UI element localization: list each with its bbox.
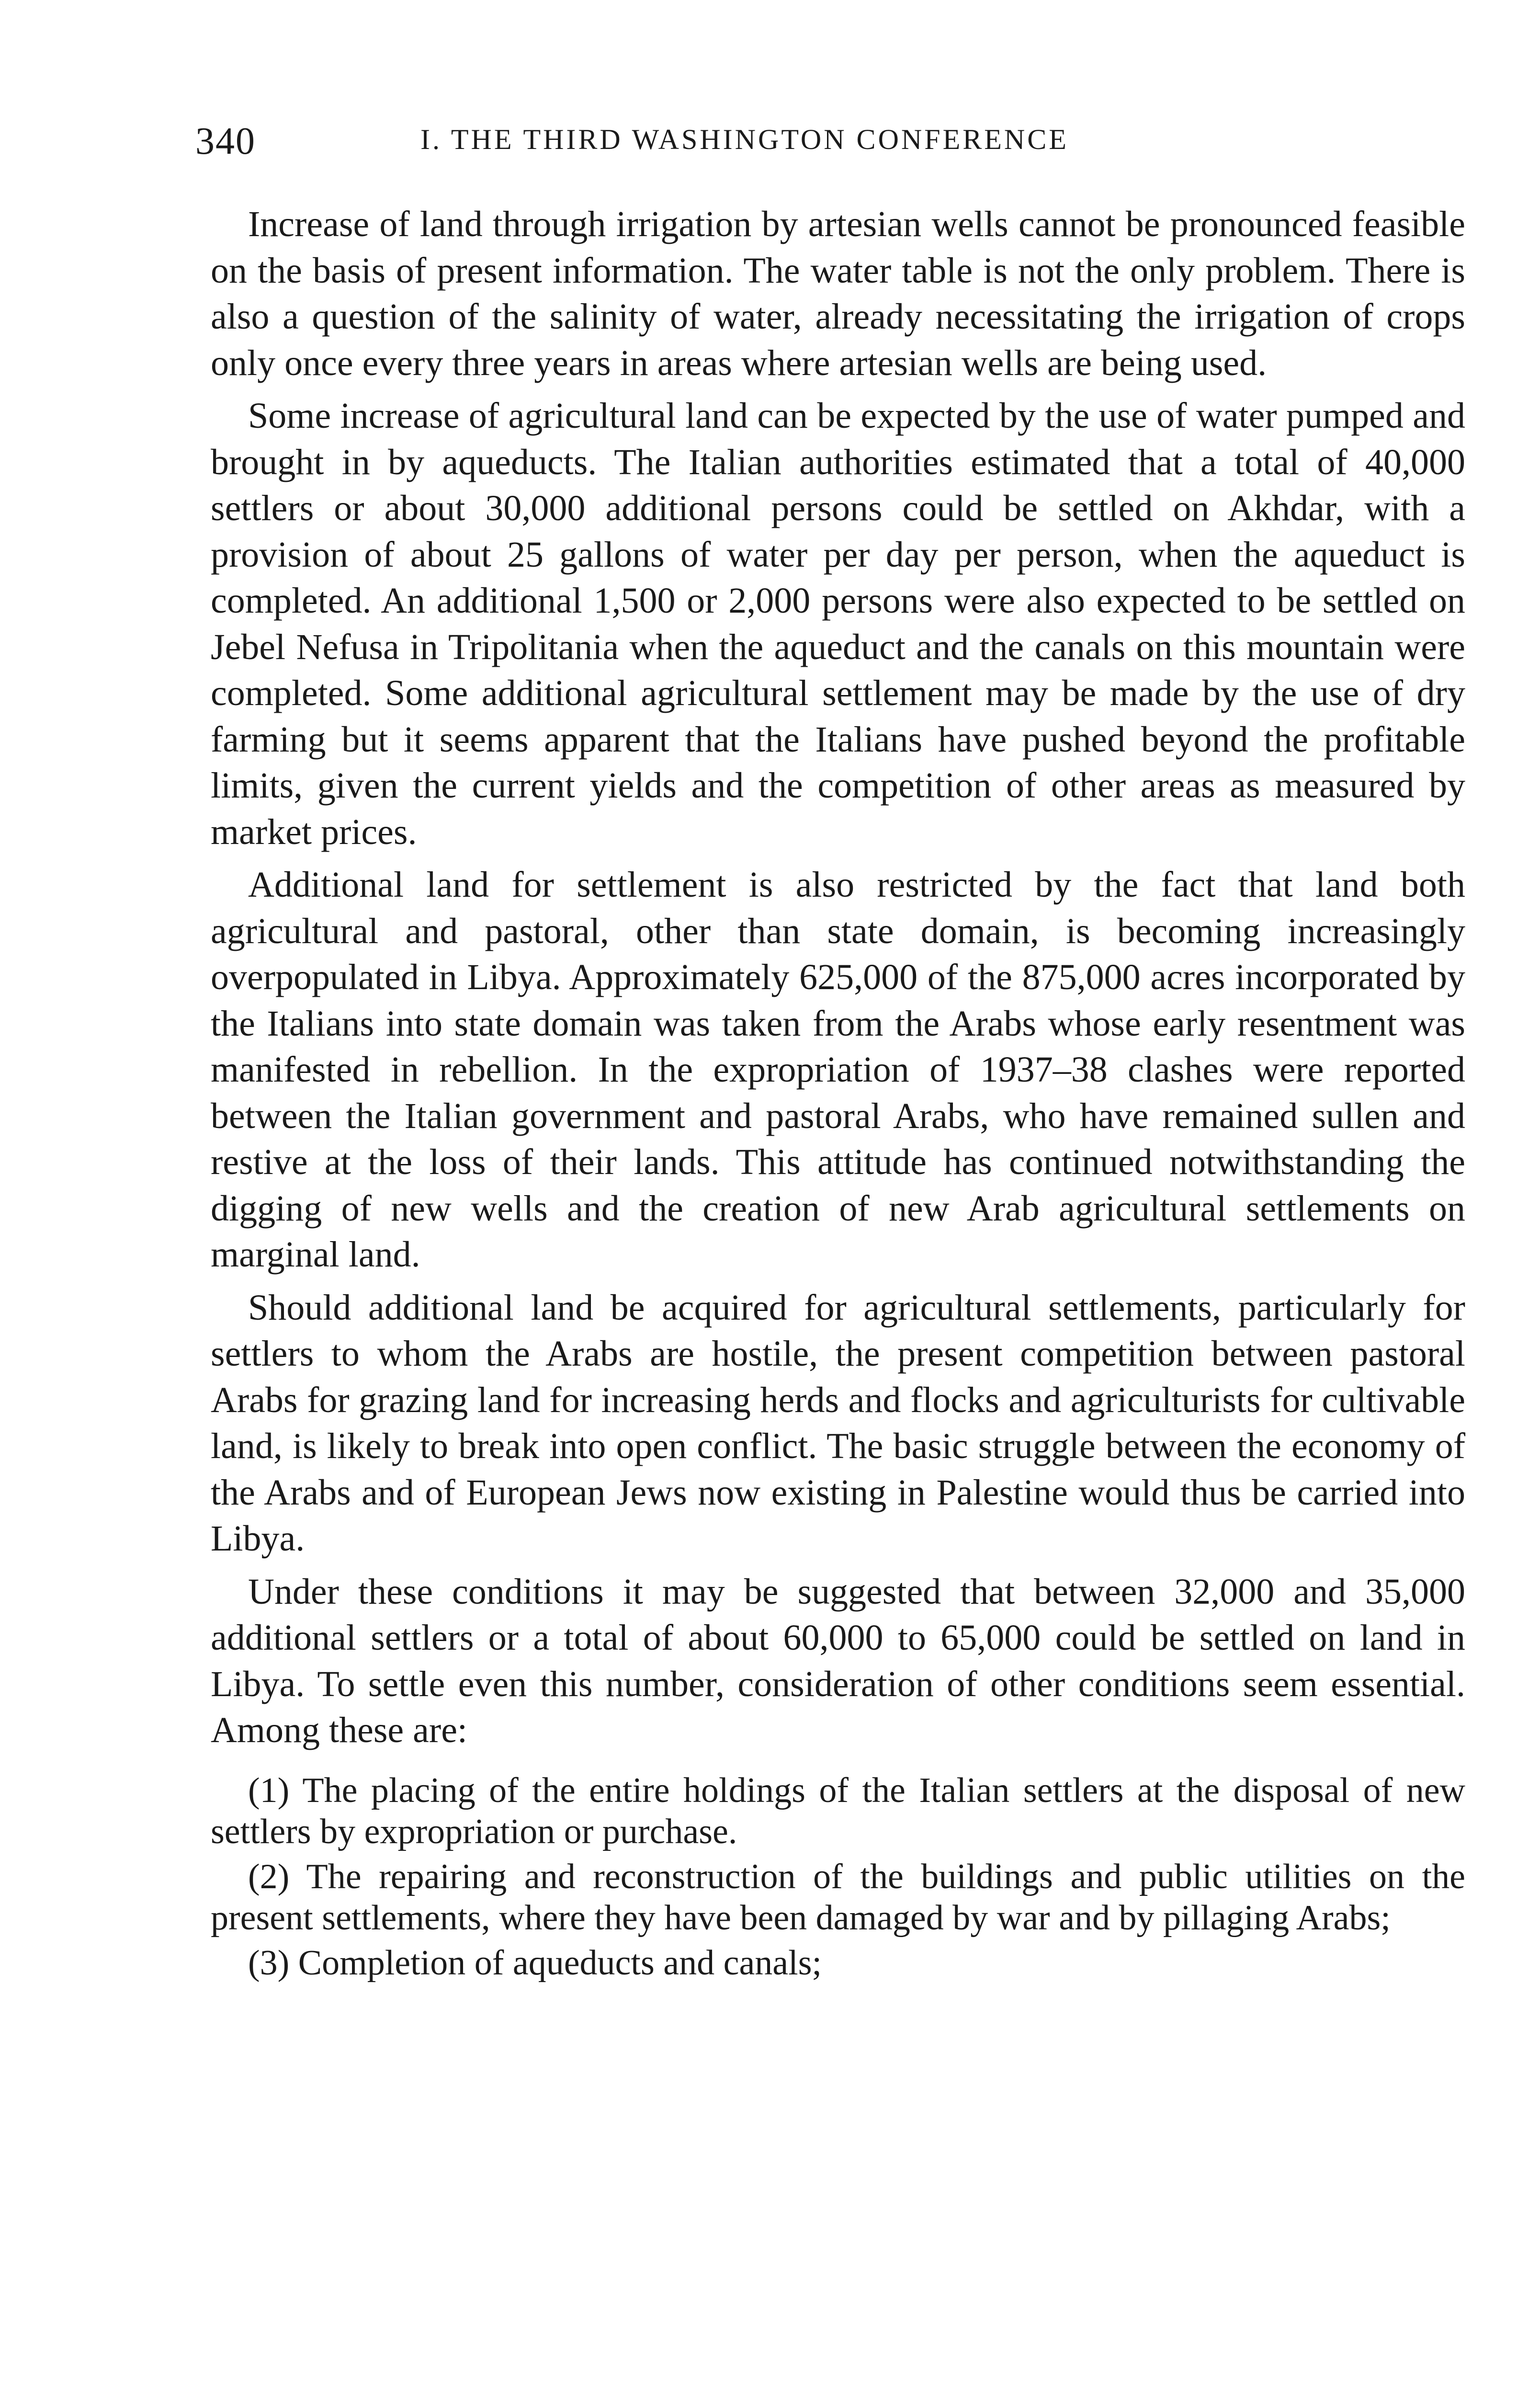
list-item: (3) Completion of aqueducts and canals;: [248, 1943, 822, 1983]
paragraph-irrigation: Increase of land through irrigation by artesian wells cannot be pronounced feasible on the basis of present information. The water table is not the only problem. There is also a question of the salinity of water, already necessitating the irrigation of crops only once every three years in areas where artesian wells are being used.: [211, 204, 1465, 383]
list-item: (2) The repairing and reconstruction of the buildings and public utilities on the present settlements, where they have been damaged by war and by pillaging Arabs;: [211, 1857, 1465, 1938]
paragraph-aqueducts: Some increase of agricultural land can be expected by the use of water pumped and brought in by aqueducts. The Italian authorities estimated that a total of 40,000 settlers or about 30,000 additional persons could be settled on Akhdar, with a provision of about 25 gallons of water per day per person, when the aqueduct is completed. An additional 1,500 or 2,000 persons were also expected to be settled on Jebel Nefusa in Tripolitania when the aqueduct and the canals on this mountain were completed. Some additional agricultural settlement may be made by the use of dry farming but it seems apparent that the Italians have pushed beyond the profitable limits, given the current yields and the competition of other areas as measured by market prices.: [211, 396, 1465, 852]
page-header: [195, 110, 1460, 172]
page-number: 340: [195, 120, 256, 162]
paragraph-conditions: Under these conditions it may be suggested that between 32,000 and 35,000 additional settlers or a total of about 60,000 to 65,000 could be settled on land in Libya. To settle even this number, consideration of other conditions seem essential. Among these are:: [211, 1571, 1465, 1750]
paragraph-conflict: Should additional land be acquired for agricultural settlements, particularly for settlers to whom the Arabs are hostile, the present competition between pastoral Arabs for grazing land for increasing herds and flocks and agriculturists for cultivable land, is likely to break into open conflict. The basic struggle between the economy of the Arabs and of European Jews now existing in Palestine would thus be carried into Libya.: [211, 1287, 1465, 1559]
list-item: (1) The placing of the entire holdings of the Italian settlers at the disposal of new settlers by expropriation or purchase.: [211, 1770, 1465, 1851]
body-text: [211, 201, 1465, 1984]
running-head: I. THE THIRD WASHINGTON CONFERENCE: [420, 124, 1069, 155]
paragraph-land-restriction: Additional land for settlement is also restricted by the fact that land both agricultural and pastoral, other than state domain, is becoming increasingly overpopulated in Libya. Approximately 625,000 of the 875,000 acres incorporated by the Italians into state domain was taken from the Arabs whose early resentment was manifested in rebellion. In the expropriation of 1937–38 clashes were reported between the Italian government and pastoral Arabs, who have remained sullen and restive at the loss of their lands. This attitude has continued notwithstanding the digging of new wells and the creation of new Arab agricultural settlements on marginal land.: [211, 865, 1465, 1275]
conditions-list: [211, 1770, 1465, 1984]
